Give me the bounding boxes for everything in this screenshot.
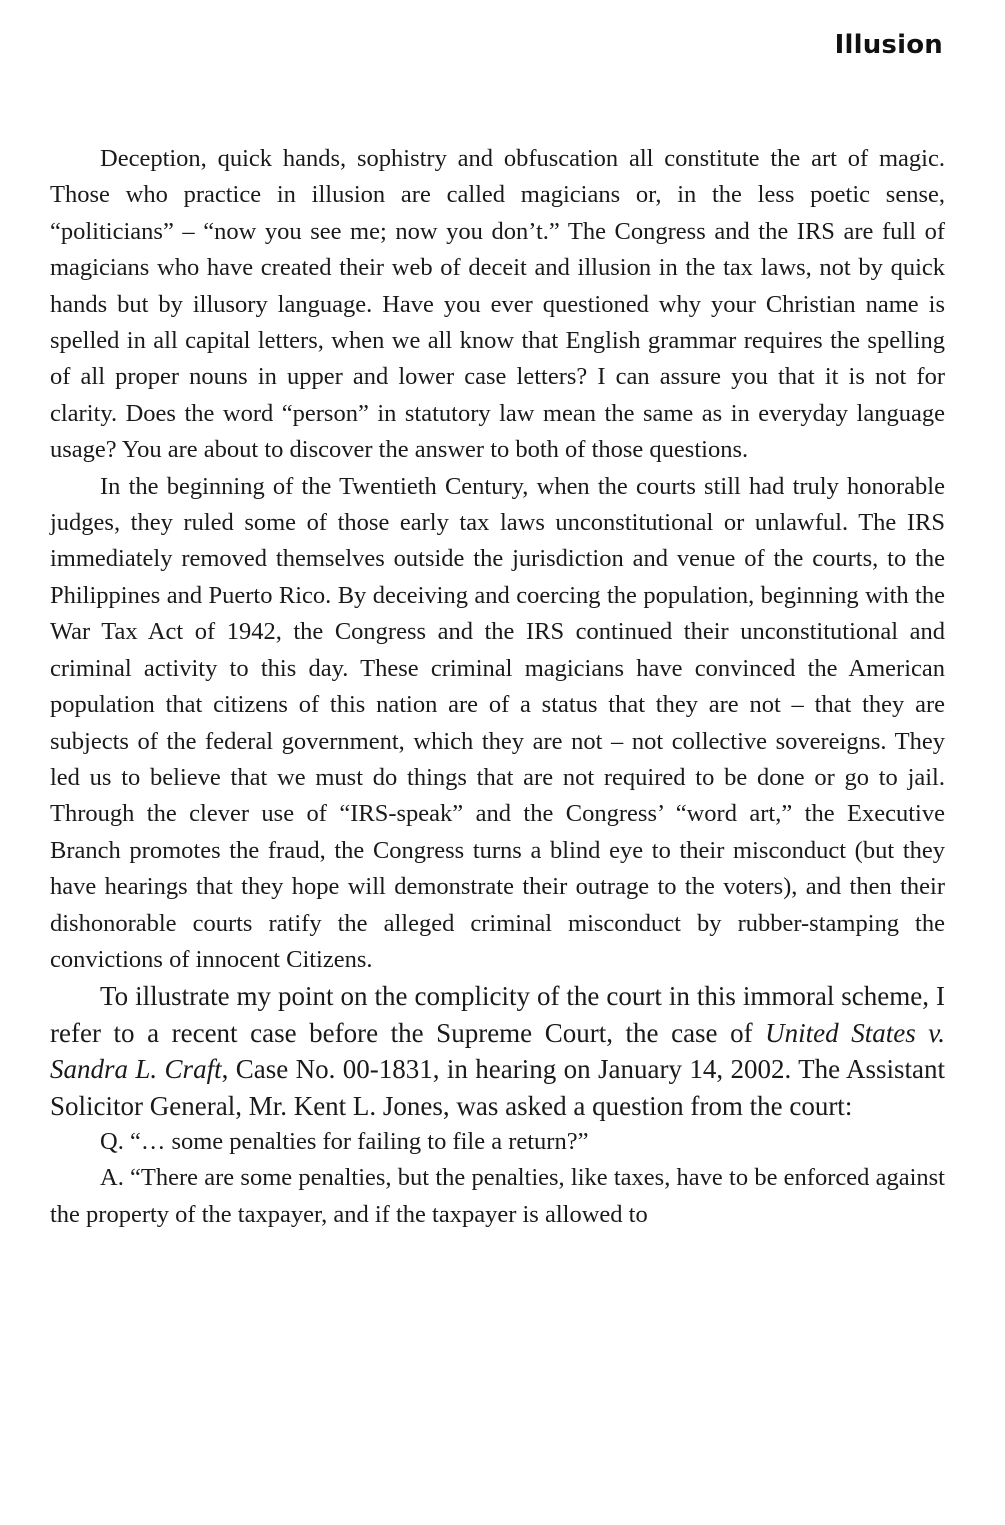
answer-line: A. “There are some penalties, but the penalties, like taxes, have to be enforced against the property of the taxpayer, and if the taxpayer is allowed to	[50, 1164, 945, 1228]
paragraph-twentieth-century: In the beginning of the Twentieth Century, when the courts still had truly honorable judges, they ruled some of those early tax laws unconstitutional or unlawful. The IRS immediately removed themselves outside the jurisdiction and venue of the courts, to the Philippines and Puerto Rico. By deceiving and coercing the population, beginning with the War Tax Act of 1942, the Congress and the IRS continued their unconstitutional and criminal activity to this day. These criminal magicians have convinced the American population that citizens of this nation are of a status that they are not – that they are subjects of the federal government, which they are not – not collective sovereigns. They led us to believe that we must do things that are not required to be done or go to jail. Through the clever use of “IRS-speak” and the Congress’ “word art,” the Executive Branch promotes the fraud, the Congress turns a blind eye to their misconduct (but they have hearings that they hope will demonstrate their outrage to the voters), and then their dishonorable courts ratify the alleged criminal misconduct by rubber-stamping the convictions of innocent Citizens.	[50, 472, 945, 973]
case-name: United States v. Sandra L. Craft	[50, 1017, 945, 1085]
paragraph-craft-case	[50, 978, 945, 1124]
paragraph-craft-case-intro: To illustrate my point on the complicity of the court in this immoral scheme, I refer to a recent case before the Supreme Court, the case of	[50, 981, 945, 1048]
question-line: Q. “… some penalties for failing to file a return?”	[100, 1127, 589, 1155]
paragraph-craft-case-details: , Case No. 00-1831, in hearing on January 14, 2002. The Assistant Solicitor General, Mr. Kent L. Jones, was asked a question from the court:	[50, 1054, 945, 1121]
running-head-title: Illusion	[834, 30, 943, 60]
paragraph-deception: Deception, quick hands, sophistry and obfuscation all constitute the art of magic. Those who practice in illusion are called magicians or, in the less poetic sense, “politicians” – “now you see me; now you don’t.” The Congress and the IRS are full of magicians who have created their web of deceit and illusion in the tax laws, not by quick hands but by illusory language. Have you ever questioned why your Christian name is spelled in all capital letters, when we all know that English grammar requires the spelling of all proper nouns in upper and lower case letters? I can assure you that it is not for clarity. Does the word “person” in statutory law mean the same as in everyday language usage? You are about to discover the answer to both of those questions.	[50, 145, 945, 464]
body-text	[50, 141, 945, 1233]
